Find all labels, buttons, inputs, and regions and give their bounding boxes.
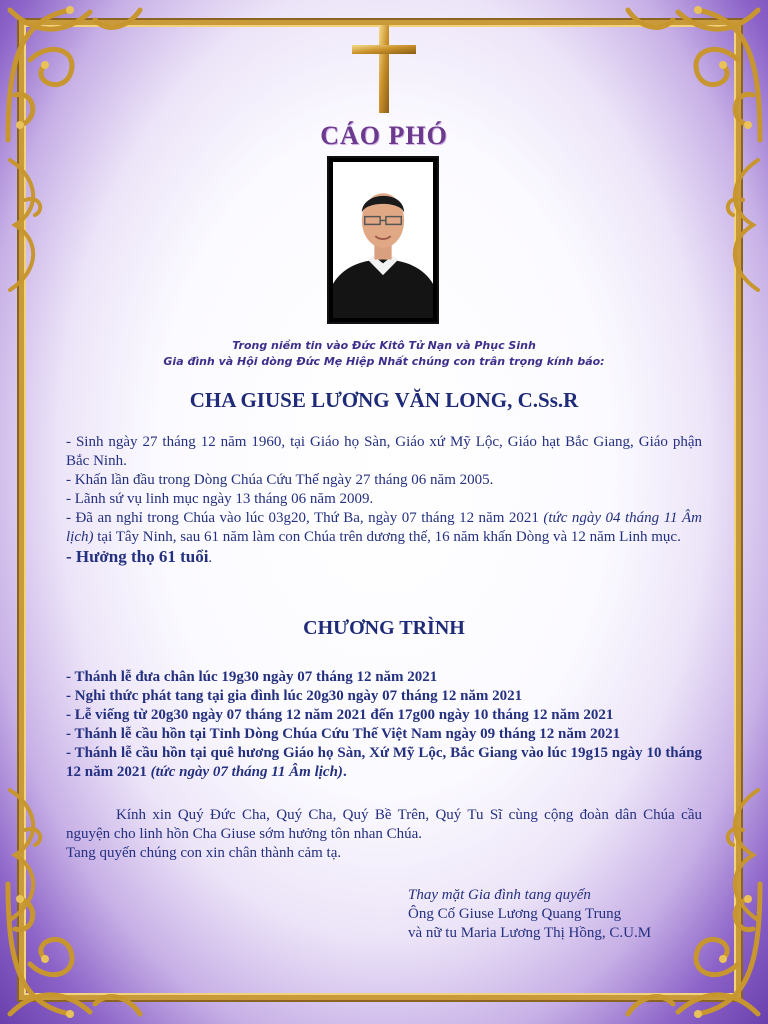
signature-on-behalf: Thay mặt Gia đình tang quyến (408, 887, 591, 903)
portrait-image (327, 156, 439, 324)
page-title: CÁO PHÓ (320, 121, 448, 150)
signature-person-2: và nữ tu Maria Lương Thị Hồng, C.U.M (408, 925, 652, 941)
side-ornament-icon (708, 150, 768, 300)
bio-age-suffix: . (208, 550, 213, 566)
bio-vows: - Khấn lần đầu trong Dòng Chúa Cứu Thế ngày 27 tháng 06 năm 2005. (66, 472, 494, 488)
biography (66, 433, 702, 568)
intro-text (0, 338, 768, 370)
intro-line-2: Gia đình và Hội dòng Đức Mẹ Hiệp Nhất chúng con trân trọng kính báo: (163, 355, 605, 368)
signature-block (408, 886, 728, 943)
bio-age-prefix: - (66, 547, 76, 566)
side-ornament-icon (0, 780, 60, 930)
program-item: - Lễ viếng từ 20g30 ngày 07 tháng 12 năm 2021 đến 17g00 ngày 10 tháng 12 năm 2021 (66, 707, 614, 723)
closing-prayer: Kính xin Quý Đức Cha, Quý Cha, Quý Bề Trên, Quý Tu Sĩ cùng cộng đoàn dân Chúa cầu nguyện cho linh hồn Cha Giuse sớm hưởng tôn nhan Chúa. (66, 807, 702, 842)
program-item: - Thánh lễ đưa chân lúc 19g30 ngày 07 tháng 12 năm 2021 (66, 669, 438, 685)
bio-ordination: - Lãnh sứ vụ linh mục ngày 13 tháng 06 năm 2009. (66, 491, 374, 507)
program-title: CHƯƠNG TRÌNH (303, 617, 465, 639)
portrait-figure-icon (333, 162, 433, 318)
deceased-name: CHA GIUSE LƯƠNG VĂN LONG, C.Ss.R (189, 388, 579, 412)
bio-age-text: Hưởng thọ 61 tuổi (75, 547, 209, 566)
intro-line-1: Trong niềm tin vào Đức Kitô Tử Nạn và Phục Sinh (232, 339, 536, 352)
bio-death-lunar: (tức ngày 04 tháng 11 Âm lịch) (66, 510, 702, 545)
program-item: - Thánh lễ cầu hồn tại Tỉnh Dòng Chúa Cứu Thế Việt Nam ngày 09 tháng 12 năm 2021 (66, 726, 621, 742)
bio-age (66, 547, 702, 568)
closing-text (66, 806, 702, 863)
bio-death (66, 509, 702, 547)
program-last-text: - Thánh lễ cầu hồn tại quê hương Giáo họ Sàn, Xứ Mỹ Lộc, Bắc Giang vào lúc 19g15 ngày 10 tháng 12 năm 2021 (66, 745, 702, 780)
program-item: - Nghi thức phát tang tại gia đình lúc 20g30 ngày 07 tháng 12 năm 2021 (66, 688, 523, 704)
cross-icon (352, 25, 416, 113)
closing-thanks: Tang quyến chúng con xin chân thành cảm tạ. (66, 845, 342, 861)
signature-person-1: Ông Cố Giuse Lương Quang Trung (408, 906, 622, 922)
bio-death-text: - Đã an nghỉ trong Chúa vào lúc 03g20, Thứ Ba, ngày 07 tháng 12 năm 2021 (66, 510, 544, 526)
program-item-last (66, 744, 702, 782)
side-ornament-icon (0, 150, 60, 300)
program-last-end: . (342, 764, 347, 780)
bio-death-text-2: tại Tây Ninh, sau 61 năm làm con Chúa trên dương thế, 16 năm khấn Dòng và 12 năm Linh mục. (93, 529, 681, 545)
program-list (66, 668, 702, 782)
program-last-lunar: (tức ngày 07 tháng 11 Âm lịch) (150, 764, 343, 780)
bio-born: - Sinh ngày 27 tháng 12 năm 1960, tại Giáo họ Sàn, Giáo xứ Mỹ Lộc, Giáo hạt Bắc Giang, Giáo phận Bắc Ninh. (66, 434, 702, 469)
